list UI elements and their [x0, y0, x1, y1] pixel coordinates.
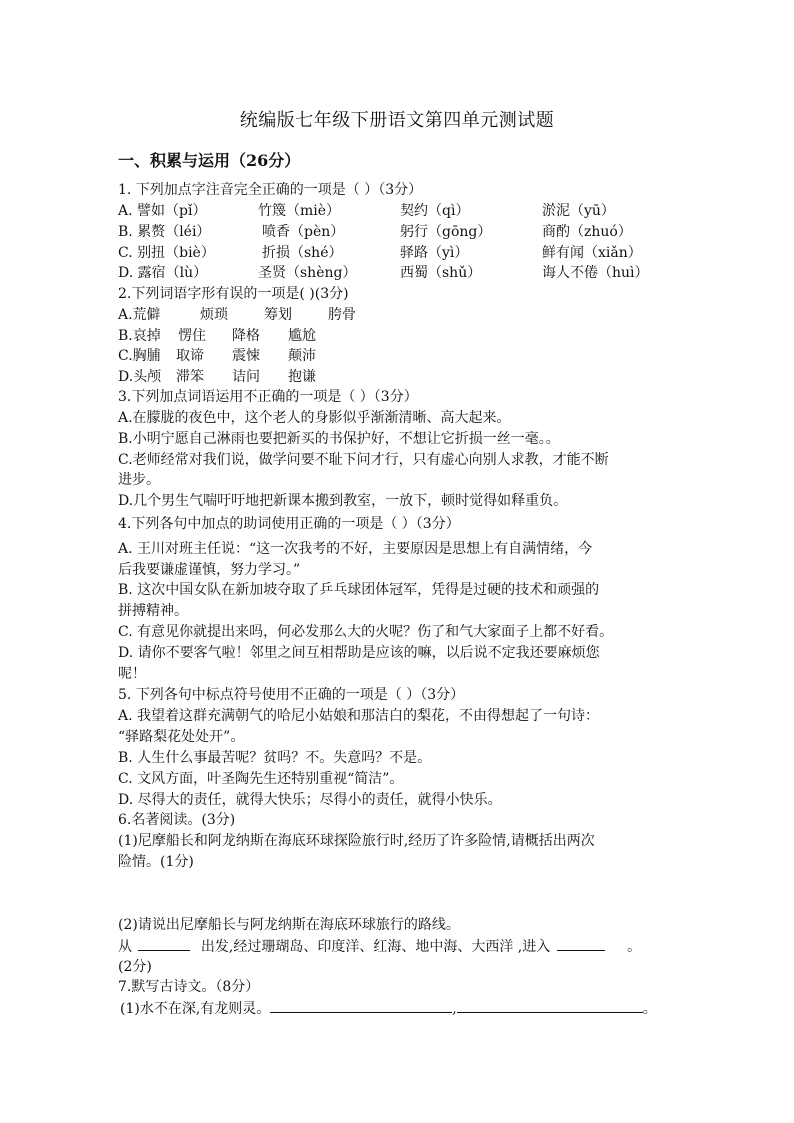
q7-blank-1[interactable] [270, 998, 452, 1013]
q4-option-c: C. 有意见你就提出来吗，何必发那么大的火呢？伤了和气大家面子上都不好看。 [118, 624, 614, 640]
q2-option-d1: D.头颅 [118, 369, 162, 385]
q3-stem: 3.下列加点词语运用不正确的一项是（ ）（3分） [118, 389, 418, 405]
q2-option-a2: 烦琐 [200, 307, 228, 323]
q2-option-c3: 震悚 [232, 348, 260, 364]
q1-option-a2: 竹篾（miè） [258, 203, 341, 219]
q2-option-c4: 颠沛 [288, 348, 316, 364]
q2-option-d2: 滞笨 [176, 369, 204, 385]
q1-stem: 1. 下列加点字注音完全正确的一项是（ ）（3分） [118, 182, 423, 198]
q1-option-a3: 契约（qì） [400, 203, 470, 219]
q5-option-c: C. 文风方面，叶圣陶先生还特别重视“简洁”。 [118, 771, 404, 787]
q1-option-c3: 驿路（yì） [400, 245, 469, 261]
q5-option-d: D. 尽得大的责任，就得大快乐；尽得小的责任，就得小快乐。 [118, 792, 502, 808]
q2-option-b2: 愣住 [178, 328, 206, 344]
q3-option-c-cont: 进步。 [118, 472, 160, 488]
q1-option-d4: 诲人不倦（huì） [542, 265, 649, 281]
q1-option-b2: 喷香（pèn） [262, 224, 345, 240]
q1-option-d3: 西蜀（shǔ） [400, 265, 482, 281]
q1-option-c2: 折损（shé） [262, 245, 343, 261]
route-start-blank[interactable] [138, 936, 190, 951]
q2-option-d4: 抱谦 [288, 369, 316, 385]
q2-option-d3: 诘问 [232, 369, 260, 385]
route-end-text: 。 [627, 939, 642, 955]
route-mid-text: 出发,经过珊瑚岛、印度洋、红海、地中海、大西洋 ,进入 [200, 939, 551, 955]
q7-sub1-prompt: (1)水不在深,有龙则灵。 [120, 1001, 271, 1017]
q2-option-a1: A.荒僻 [118, 307, 161, 323]
q6-stem: 6.名著阅读。(3分) [118, 812, 236, 828]
q1-option-c4: 鲜有闻（xiǎn） [542, 245, 642, 261]
q1-option-a4: 淤泥（yū） [542, 203, 615, 219]
q6-sub1-cont: 险情。(1分) [118, 854, 194, 870]
q3-option-b: B.小明宁愿自己淋雨也要把新买的书保护好，不想让它折损一丝一毫。。 [118, 431, 560, 447]
q2-option-c2: 取谛 [176, 348, 204, 364]
q2-option-a3: 筹划 [264, 307, 292, 323]
q7-comma: , [452, 1001, 457, 1017]
q2-option-b4: 尴尬 [288, 328, 316, 344]
q7-sub1 [120, 998, 657, 1019]
q4-option-b-cont: 拼搏精神。 [118, 603, 188, 619]
route-start-text: 从 [118, 939, 132, 955]
q1-option-d1: D. 露宿（lù） [118, 265, 208, 281]
q2-option-b3: 降格 [232, 328, 260, 344]
q5-option-a: A. 我望着这群充满朝气的哈尼小姑娘和那洁白的梨花，不由得想起了一句诗： [118, 708, 600, 724]
q1-option-a1: A. 譬如（pǐ） [118, 203, 207, 219]
q7-period: 。 [642, 1001, 657, 1017]
q4-option-a: A. 王川对班主任说：“这一次我考的不好，主要原因是思想上有自满情绪，今 [118, 541, 593, 557]
q6-sub2-score: (2分) [118, 959, 152, 975]
q5-option-a-cont: “驿路梨花处处开”。 [118, 729, 245, 745]
q3-option-a: A.在朦胧的夜色中，这个老人的身影似乎渐渐清晰、高大起来。 [118, 410, 511, 426]
route-end-blank[interactable] [557, 936, 605, 951]
q6-route-line [118, 936, 641, 957]
q4-option-d: D. 请你不要客气啦！邻里之间互相帮助是应该的嘛，以后说不定我还要麻烦您 [118, 645, 600, 661]
q1-option-b1: B. 累赘（léi） [118, 224, 211, 240]
q6-sub2: (2)请说出尼摩船长与阿龙纳斯在海底环球旅行的路线。 [118, 917, 460, 933]
q3-option-c: C.老师经常对我们说，做学问要不耻下问才行，只有虚心向别人求教，才能不断 [118, 452, 609, 468]
q2-option-c1: C.胸脯 [118, 348, 161, 364]
q1-option-c1: C. 别扭（biè） [118, 245, 215, 261]
q7-stem: 7.默写古诗文。（8分） [118, 979, 260, 995]
q1-option-b3: 躬行（gōng） [400, 224, 492, 240]
page-title: 统编版七年级下册语文第四单元测试题 [239, 110, 555, 131]
q3-option-d: D.几个男生气喘吁吁地把新课本搬到教室，一放下，顿时觉得如释重负。 [118, 493, 568, 509]
q4-option-b: B. 这次中国女队在新加坡夺取了乒乓球团体冠军，凭得是过硬的技术和顽强的 [118, 582, 600, 598]
q5-stem: 5. 下列各句中标点符号使用不正确的一项是（ ）（3分） [118, 687, 465, 703]
q2-option-a4: 胯骨 [328, 307, 356, 323]
q1-option-d2: 圣贤（shèng） [258, 265, 357, 281]
section-heading: 一、积累与运用（26分） [118, 151, 301, 170]
q1-option-b4: 商酌（zhuó） [542, 224, 632, 240]
q4-option-a-cont: 后我要谦虚谨慎，努力学习。” [118, 562, 301, 578]
q4-option-d-cont: 呢！ [118, 666, 146, 682]
q4-stem: 4.下列各句中加点的助词使用正确的一项是（ ）（3分） [118, 516, 460, 532]
q5-option-b: B. 人生什么事最苦呢？贫吗？不。失意吗？不是。 [118, 750, 432, 766]
q7-blank-2[interactable] [457, 998, 643, 1013]
q2-stem: 2.下列词语字形有误的一项是( )(3分) [118, 286, 349, 302]
q2-option-b1: B.哀掉 [118, 328, 161, 344]
q6-sub1: (1)尼摩船长和阿龙纳斯在海底环球探险旅行时,经历了许多险情,请概括出两次 [118, 833, 595, 849]
